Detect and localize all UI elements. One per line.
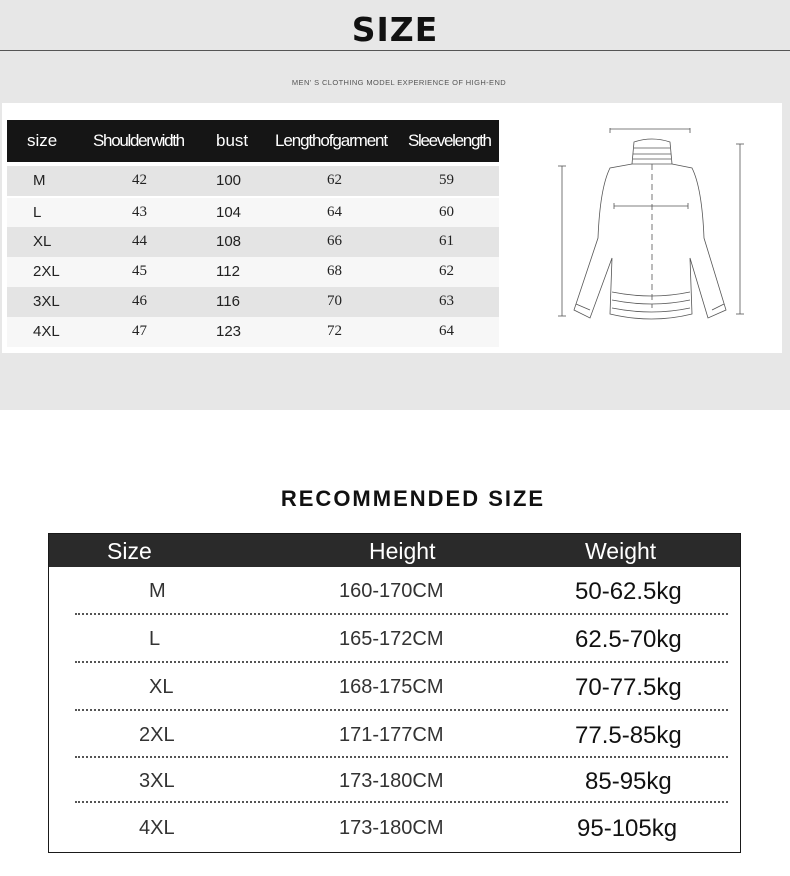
cell-size: M bbox=[149, 580, 166, 602]
cell-length: 66 bbox=[327, 233, 342, 249]
row-divider bbox=[75, 801, 728, 803]
cell-weight: 85-95kg bbox=[585, 768, 672, 795]
table-row bbox=[49, 804, 740, 851]
table-row bbox=[7, 227, 499, 257]
cell-weight: 95-105kg bbox=[577, 815, 678, 842]
cell-size: L bbox=[149, 628, 161, 650]
cell-length: 68 bbox=[327, 263, 342, 279]
recommended-size-title: RECOMMENDED SIZE bbox=[280, 486, 546, 511]
cell-sleeve: 63 bbox=[439, 293, 454, 309]
title-divider bbox=[0, 50, 790, 51]
cell-bust: 112 bbox=[216, 263, 240, 280]
cell-sleeve: 59 bbox=[439, 172, 454, 188]
size-table-header bbox=[7, 120, 499, 162]
table-row bbox=[49, 711, 740, 758]
table-row bbox=[49, 663, 740, 710]
size-subtitle: MEN' S CLOTHING MODEL EXPERIENCE OF HIGH-END bbox=[291, 78, 507, 87]
table-row bbox=[49, 757, 740, 804]
cell-length: 70 bbox=[327, 293, 342, 309]
cell-sleeve: 64 bbox=[439, 323, 454, 339]
table-row bbox=[49, 567, 740, 614]
cell-length: 64 bbox=[327, 204, 342, 220]
cell-sleeve: 60 bbox=[439, 204, 454, 220]
header-weight: Weight bbox=[585, 538, 657, 564]
header-height: Height bbox=[369, 538, 436, 564]
cell-shoulder-width: 45 bbox=[132, 263, 147, 279]
cell-weight: 50-62.5kg bbox=[575, 578, 682, 605]
cell-size: 2XL bbox=[33, 263, 60, 280]
header-size: size bbox=[27, 131, 58, 150]
cell-sleeve: 61 bbox=[439, 233, 454, 249]
cell-bust: 104 bbox=[216, 204, 242, 221]
cell-size: XL bbox=[149, 676, 174, 698]
cell-bust: 108 bbox=[216, 233, 242, 250]
cell-shoulder-width: 44 bbox=[132, 233, 147, 249]
cell-height: 168-175CM bbox=[339, 676, 444, 698]
cell-height: 160-170CM bbox=[339, 580, 444, 602]
table-row bbox=[7, 166, 499, 196]
cell-shoulder-width: 47 bbox=[132, 323, 147, 339]
recommended-table-header bbox=[49, 534, 740, 567]
cell-weight: 62.5-70kg bbox=[575, 626, 682, 653]
cell-length: 62 bbox=[327, 172, 342, 188]
cell-length: 72 bbox=[327, 323, 342, 339]
cell-height: 173-180CM bbox=[339, 770, 444, 792]
size-title: SIZE bbox=[351, 10, 439, 49]
table-row bbox=[7, 317, 499, 347]
cell-size: 3XL bbox=[139, 770, 175, 792]
table-row bbox=[7, 287, 499, 317]
header-length-of-garment: Lengthofgarment bbox=[275, 131, 388, 150]
recommended-size-table bbox=[48, 533, 741, 853]
cell-bust: 123 bbox=[216, 323, 242, 340]
cell-shoulder-width: 42 bbox=[132, 172, 147, 188]
cell-bust: 116 bbox=[216, 293, 240, 310]
header-bust: bust bbox=[216, 131, 249, 150]
cell-size: 4XL bbox=[33, 323, 60, 340]
cell-height: 171-177CM bbox=[339, 724, 444, 746]
cell-sleeve: 62 bbox=[439, 263, 454, 279]
cell-size: 2XL bbox=[139, 724, 175, 746]
cell-size: 4XL bbox=[139, 817, 175, 839]
cell-shoulder-width: 46 bbox=[132, 293, 147, 309]
size-table bbox=[7, 120, 499, 346]
size-chart-panel bbox=[0, 0, 790, 410]
cell-weight: 70-77.5kg bbox=[575, 674, 682, 701]
cell-size: L bbox=[33, 204, 42, 221]
cell-weight: 77.5-85kg bbox=[575, 722, 682, 749]
table-row bbox=[7, 257, 499, 287]
cell-size: M bbox=[33, 172, 46, 189]
cell-shoulder-width: 43 bbox=[132, 204, 147, 220]
header-size: Size bbox=[107, 538, 152, 564]
cell-size: XL bbox=[33, 233, 52, 250]
table-row bbox=[7, 198, 499, 228]
table-row bbox=[49, 615, 740, 662]
header-sleeve-length: Sleevelength bbox=[408, 131, 491, 150]
cell-bust: 100 bbox=[216, 172, 242, 189]
cell-height: 173-180CM bbox=[339, 817, 444, 839]
cell-height: 165-172CM bbox=[339, 628, 444, 650]
header-shoulder-width: Shoulderwidth bbox=[93, 131, 184, 150]
cell-size: 3XL bbox=[33, 293, 60, 310]
jacket-measurement-diagram-icon bbox=[548, 128, 758, 328]
